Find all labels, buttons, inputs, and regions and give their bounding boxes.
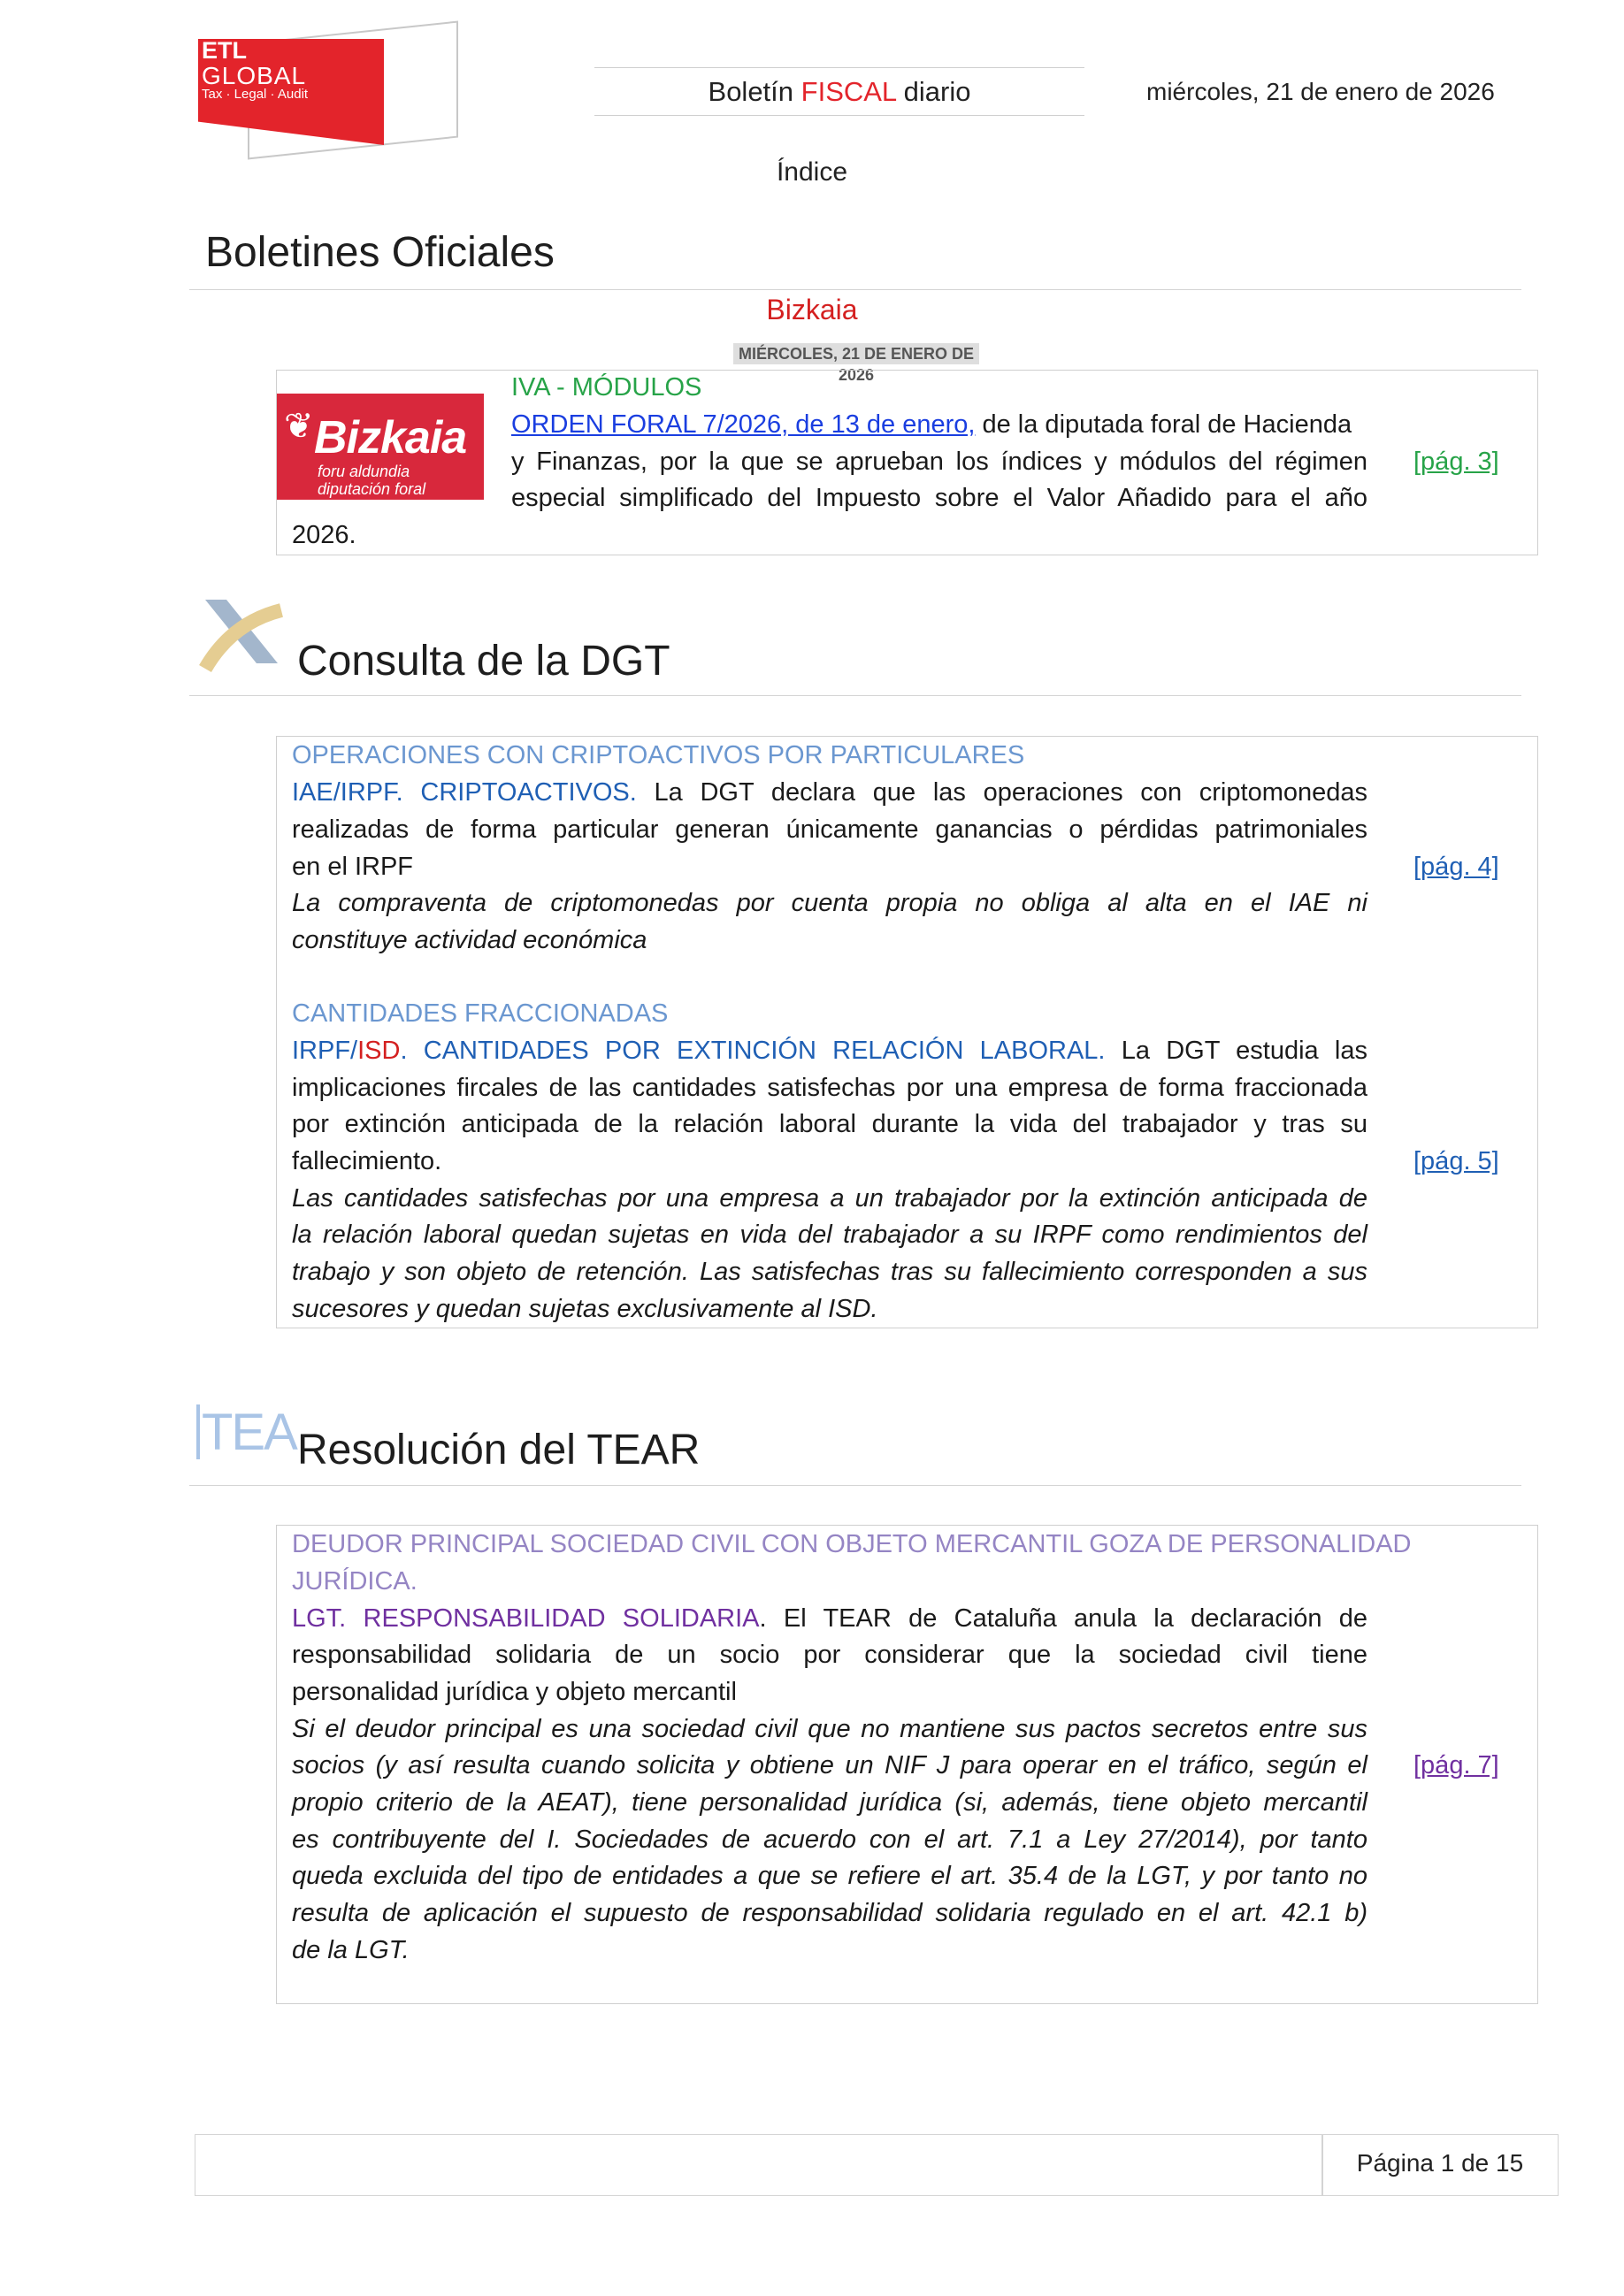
section-rule <box>189 695 1521 696</box>
entry-text-line: fallecimiento. <box>292 1147 442 1175</box>
entry-summary-line: constituye actividad económica <box>292 926 647 954</box>
entry-text-line: por extinción anticipada de la relación laboral durante la vida del trabajador y tras su <box>292 1110 1367 1138</box>
entry-summary-line: propio criterio de la AEAT), tiene personalidad jurídica (si, además, tiene objeto mercantil <box>292 1788 1367 1817</box>
header-rule-bottom <box>594 115 1084 116</box>
entry-text-line: especial simplificado del Impuesto sobre el Valor Añadido para el año <box>511 484 1367 512</box>
entry-text-line: personalidad jurídica y objeto mercantil <box>292 1678 737 1706</box>
tea-logo-icon: TEA <box>202 1404 296 1461</box>
aeat-logo-icon <box>196 593 288 677</box>
entry-summary-line: La compraventa de criptomonedas por cuenta propia no obliga al alta en el IAE ni <box>292 889 1367 917</box>
leaf-icon: ❦ <box>284 407 314 446</box>
entry-summary-line: resulta de aplicación el supuesto de responsabilidad solidaria regulado en el art. 42.1 b) <box>292 1899 1367 1927</box>
page-number: Página 1 de 15 <box>1356 2149 1524 2177</box>
entry-summary-line: trabajo y son objeto de retención. Las satisfechas tras su fallecimiento corresponden a sus <box>292 1258 1367 1286</box>
entry-text-line: 2026. <box>292 521 356 549</box>
tea-logo-bar <box>196 1404 200 1459</box>
entry-summary-line: de la LGT. <box>292 1936 410 1964</box>
bizkaia-logo: ❦ Bizkaia foru aldundia diputación foral <box>277 394 484 500</box>
entry-category: JURÍDICA. <box>292 1567 417 1596</box>
section-title-tear: Resolución del TEAR <box>297 1427 701 1473</box>
entry-summary-line: Las cantidades satisfechas por una empresa a un trabajador por la extinción anticipada de <box>292 1184 1367 1213</box>
section-title-dgt: Consulta de la DGT <box>297 638 670 685</box>
section-rule <box>189 1485 1521 1486</box>
entry-category: CANTIDADES FRACCIONADAS <box>292 999 669 1028</box>
bulletin-title: Boletín FISCAL diario <box>708 76 971 107</box>
logo-etl: ETL <box>202 37 247 64</box>
orden-foral-link[interactable]: ORDEN FORAL 7/2026, de 13 de enero, <box>511 410 976 439</box>
entry-summary-line: queda excluida del tipo de entidades a que se refiere el art. 35.4 de la LGT, y por tanto no <box>292 1862 1367 1890</box>
entry-summary-line: es contribuyente del I. Sociedades de acuerdo con el art. 7.1 a Ley 27/2014), por tanto <box>292 1825 1367 1854</box>
entry-text-line: responsabilidad solidaria de un socio por considerar que la sociedad civil tiene <box>292 1641 1367 1669</box>
entry-summary-line: la relación laboral quedan sujetas en vida del trabajador a su IRPF como rendimientos del <box>292 1221 1367 1249</box>
entry-category: IVA - MÓDULOS <box>511 373 702 402</box>
page-ref-link[interactable]: [pág. 4] <box>1413 853 1499 881</box>
page-ref-link[interactable]: [pág. 3] <box>1413 448 1499 476</box>
entry-text-line: ORDEN FORAL 7/2026, de 13 de enero, de la diputada foral de Hacienda <box>511 410 1352 439</box>
logo-tagline: Tax · Legal · Audit <box>202 87 309 102</box>
entry-category: OPERACIONES CON CRIPTOACTIVOS POR PARTICULARES <box>292 741 1025 769</box>
index-heading: Índice <box>776 157 848 187</box>
logo-global: GLOBAL <box>202 62 307 89</box>
entry-summary-line: socios (y así resulta cuando solicita y obtiene un NIF J para operar en el tráfico, según el <box>292 1751 1367 1779</box>
entry-text-line: LGT. RESPONSABILIDAD SOLIDARIA. El TEAR de Cataluña anula la declaración de <box>292 1604 1368 1633</box>
entry-text-line: y Finanzas, por la que se aprueban los índices y módulos del régimen <box>511 448 1367 476</box>
entry-summary-line: Si el deudor principal es una sociedad civil que no mantiene sus pactos secretos entre sus <box>292 1715 1367 1743</box>
entry-text-line: IRPF/ISD. CANTIDADES POR EXTINCIÓN RELACIÓN LABORAL. La DGT estudia las <box>292 1037 1367 1065</box>
page-ref-link[interactable]: [pág. 7] <box>1413 1751 1499 1779</box>
entry-category: DEUDOR PRINCIPAL SOCIEDAD CIVIL CON OBJETO MERCANTIL GOZA DE PERSONALIDAD <box>292 1530 1412 1558</box>
page-ref-link[interactable]: [pág. 5] <box>1413 1147 1499 1175</box>
entry-text-line: realizadas de forma particular generan únicamente ganancias o pérdidas patrimoniales <box>292 815 1367 844</box>
date-bar: MIÉRCOLES, 21 DE ENERO DE 2026 <box>733 343 979 364</box>
entry-text-line: implicaciones fircales de las cantidades satisfechas por una empresa de forma fraccionada <box>292 1074 1367 1102</box>
entry-summary-line: sucesores y quedan sujetas exclusivamente al ISD. <box>292 1295 878 1323</box>
header-rule-top <box>594 67 1084 68</box>
entry-text-line: en el IRPF <box>292 853 413 881</box>
section-rule <box>189 289 1521 290</box>
entry-text-line: IAE/IRPF. CRIPTOACTIVOS. La DGT declara que las operaciones con criptomonedas <box>292 778 1367 807</box>
bulletin-date: miércoles, 21 de enero de 2026 <box>1146 78 1495 105</box>
section-title-boletines: Boletines Oficiales <box>205 229 555 276</box>
region-heading: Bizkaia <box>766 294 858 325</box>
